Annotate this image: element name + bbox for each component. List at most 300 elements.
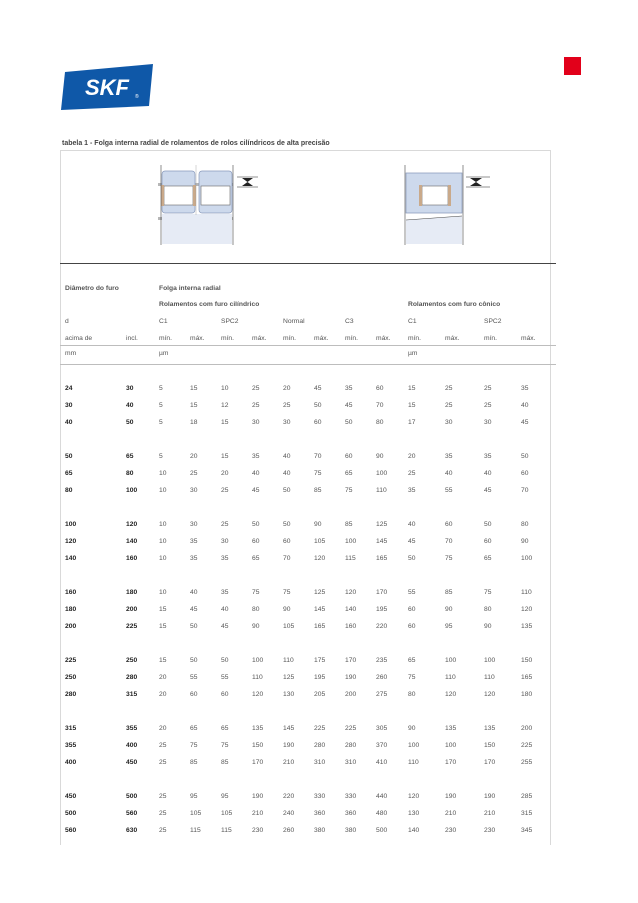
clearance-cell: 140	[345, 606, 357, 613]
clearance-cell: 40	[408, 521, 416, 528]
clearance-cell: 35	[190, 555, 198, 562]
clearance-cell: 25	[221, 487, 229, 494]
clearance-cell: 70	[314, 453, 322, 460]
clearance-cell: 145	[283, 725, 295, 732]
clearance-cell: 60	[314, 419, 322, 426]
clearance-cell: 235	[376, 657, 388, 664]
clearance-cell: 17	[408, 419, 416, 426]
clearance-cell: 60	[484, 538, 492, 545]
min-label: mín.	[345, 335, 359, 342]
clearance-cell: 65	[484, 555, 492, 562]
clearance-cell: 30	[445, 419, 453, 426]
clearance-cell: 345	[521, 827, 533, 834]
clearance-cell: 90	[252, 623, 260, 630]
clearance-cell: 45	[221, 623, 229, 630]
bore-incl-cell: 180	[126, 589, 138, 596]
clearance-cell: 305	[376, 725, 388, 732]
bore-incl-cell: 160	[126, 555, 138, 562]
clearance-cell: 75	[190, 742, 198, 749]
clearance-cell: 200	[521, 725, 533, 732]
clearance-cell: 275	[376, 691, 388, 698]
clearance-cell: 70	[445, 538, 453, 545]
clearance-cell: 210	[283, 759, 295, 766]
clearance-cell: 45	[252, 487, 260, 494]
clearance-cell: 30	[484, 419, 492, 426]
clearance-cell: 5	[159, 385, 163, 392]
clearance-cell: 150	[521, 657, 533, 664]
subheader-rule	[60, 345, 556, 346]
clearance-cell: 10	[159, 521, 167, 528]
clearance-cell: 15	[221, 419, 229, 426]
clearance-cell: 50	[283, 487, 291, 494]
class-spc2: SPC2	[221, 318, 239, 325]
max-label: máx.	[252, 335, 267, 342]
clearance-cell: 260	[283, 827, 295, 834]
clearance-cell: 30	[252, 419, 260, 426]
clearance-cell: 55	[445, 487, 453, 494]
clearance-cell: 10	[159, 487, 167, 494]
tapered-bore-bearing-diagram	[400, 165, 500, 245]
unit-um-tapered: µm	[408, 350, 418, 357]
clearance-cell: 120	[252, 691, 264, 698]
clearance-cell: 60	[283, 538, 291, 545]
clearance-cell: 20	[159, 674, 167, 681]
class-spc2-tapered: SPC2	[484, 318, 502, 325]
clearance-cell: 140	[408, 827, 420, 834]
clearance-cell: 45	[345, 402, 353, 409]
bore-incl-cell: 225	[126, 623, 138, 630]
clearance-cell: 40	[283, 453, 291, 460]
max-label: máx.	[445, 335, 460, 342]
clearance-cell: 65	[221, 725, 229, 732]
bore-incl-cell: 65	[126, 453, 134, 460]
bore-over-cell: 355	[65, 742, 77, 749]
clearance-cell: 35	[221, 555, 229, 562]
clearance-cell: 195	[314, 674, 326, 681]
table-caption: tabela 1 - Folga interna radial de rolamentos de rolos cilíndricos de alta precisão	[62, 140, 330, 147]
clearance-cell: 65	[190, 725, 198, 732]
clearance-cell: 100	[408, 742, 420, 749]
clearance-cell: 5	[159, 419, 163, 426]
clearance-cell: 35	[408, 487, 416, 494]
clearance-cell: 360	[345, 810, 357, 817]
clearance-cell: 105	[190, 810, 202, 817]
bore-over-cell: 80	[65, 487, 73, 494]
clearance-cell: 30	[190, 521, 198, 528]
bore-incl-cell: 120	[126, 521, 138, 528]
clearance-cell: 50	[283, 521, 291, 528]
clearance-cell: 25	[252, 402, 260, 409]
clearance-cell: 100	[376, 470, 388, 477]
clearance-cell: 60	[190, 691, 198, 698]
clearance-cell: 20	[221, 470, 229, 477]
clearance-cell: 440	[376, 793, 388, 800]
clearance-cell: 10	[159, 470, 167, 477]
min-label: mín.	[484, 335, 498, 342]
clearance-cell: 105	[221, 810, 233, 817]
min-label: mín.	[283, 335, 297, 342]
clearance-cell: 45	[314, 385, 322, 392]
clearance-cell: 40	[252, 470, 260, 477]
clearance-cell: 15	[190, 385, 198, 392]
clearance-cell: 60	[445, 521, 453, 528]
clearance-cell: 105	[314, 538, 326, 545]
clearance-cell: 90	[408, 725, 416, 732]
clearance-cell: 160	[345, 623, 357, 630]
bore-over-cell: 50	[65, 453, 73, 460]
clearance-cell: 50	[408, 555, 416, 562]
bore-over-cell: 315	[65, 725, 77, 732]
bore-incl-cell: 630	[126, 827, 138, 834]
class-c3: C3	[345, 318, 354, 325]
clearance-cell: 80	[521, 521, 529, 528]
units-rule	[60, 364, 556, 365]
clearance-cell: 90	[314, 521, 322, 528]
clearance-cell: 25	[445, 385, 453, 392]
clearance-cell: 12	[221, 402, 229, 409]
clearance-cell: 45	[190, 606, 198, 613]
clearance-cell: 60	[376, 385, 384, 392]
clearance-cell: 120	[445, 691, 457, 698]
clearance-cell: 115	[345, 555, 356, 562]
clearance-cell: 25	[484, 402, 492, 409]
clearance-cell: 75	[314, 470, 322, 477]
clearance-cell: 500	[376, 827, 388, 834]
clearance-cell: 330	[345, 793, 357, 800]
clearance-cell: 80	[408, 691, 416, 698]
clearance-cell: 15	[159, 657, 167, 664]
clearance-cell: 135	[521, 623, 533, 630]
clearance-cell: 80	[376, 419, 384, 426]
clearance-cell: 45	[408, 538, 416, 545]
clearance-cell: 25	[159, 793, 167, 800]
clearance-cell: 280	[314, 742, 326, 749]
clearance-cell: 90	[283, 606, 291, 613]
clearance-cell: 35	[484, 453, 492, 460]
clearance-cell: 220	[283, 793, 295, 800]
clearance-cell: 330	[314, 793, 326, 800]
class-normal: Normal	[283, 318, 305, 325]
clearance-cell: 85	[314, 487, 322, 494]
clearance-cell: 175	[314, 657, 326, 664]
clearance-cell: 10	[221, 385, 229, 392]
clearance-cell: 105	[283, 623, 295, 630]
clearance-cell: 20	[408, 453, 416, 460]
clearance-cell: 110	[445, 674, 456, 681]
clearance-cell: 260	[376, 674, 388, 681]
clearance-cell: 100	[484, 657, 496, 664]
clearance-cell: 65	[408, 657, 416, 664]
bore-over-cell: 280	[65, 691, 77, 698]
clearance-cell: 165	[521, 674, 533, 681]
bore-incl-cell: 100	[126, 487, 138, 494]
clearance-cell: 100	[445, 742, 457, 749]
clearance-cell: 5	[159, 402, 163, 409]
bore-over-cell: 24	[65, 385, 73, 392]
min-label: mín.	[221, 335, 235, 342]
clearance-cell: 25	[408, 470, 416, 477]
clearance-cell: 95	[221, 793, 229, 800]
clearance-cell: 25	[283, 402, 291, 409]
clearance-cell: 25	[252, 385, 260, 392]
clearance-cell: 15	[408, 402, 416, 409]
clearance-cell: 75	[484, 589, 492, 596]
clearance-cell: 360	[314, 810, 326, 817]
clearance-cell: 90	[521, 538, 529, 545]
clearance-cell: 40	[521, 402, 529, 409]
bore-over-cell: 100	[65, 521, 77, 528]
bore-incl-cell: 250	[126, 657, 138, 664]
clearance-cell: 50	[190, 657, 198, 664]
bore-over-cell: 250	[65, 674, 77, 681]
clearance-cell: 35	[345, 385, 353, 392]
clearance-cell: 190	[484, 793, 496, 800]
bore-over-cell: 40	[65, 419, 73, 426]
clearance-cell: 380	[314, 827, 326, 834]
clearance-cell: 75	[221, 742, 229, 749]
clearance-cell: 100	[445, 657, 457, 664]
clearance-cell: 5	[159, 453, 163, 460]
bore-incl-cell: 80	[126, 470, 134, 477]
bore-over-cell: 450	[65, 793, 77, 800]
clearance-cell: 50	[314, 402, 322, 409]
bore-incl-cell: 500	[126, 793, 138, 800]
clearance-cell: 115	[221, 827, 232, 834]
clearance-cell: 20	[283, 385, 291, 392]
clearance-cell: 210	[445, 810, 457, 817]
clearance-cell: 40	[484, 470, 492, 477]
clearance-cell: 135	[445, 725, 457, 732]
clearance-cell: 85	[190, 759, 198, 766]
clearance-cell: 200	[345, 691, 357, 698]
clearance-cell: 55	[221, 674, 229, 681]
clearance-cell: 75	[252, 589, 260, 596]
clearance-cell: 150	[252, 742, 264, 749]
bore-over-cell: 120	[65, 538, 77, 545]
clearance-cell: 110	[484, 674, 495, 681]
clearance-cell: 110	[376, 487, 387, 494]
clearance-cell: 240	[283, 810, 295, 817]
clearance-cell: 80	[252, 606, 260, 613]
clearance-cell: 100	[345, 538, 357, 545]
clearance-cell: 75	[345, 487, 353, 494]
clearance-cell: 50	[345, 419, 353, 426]
max-label: máx.	[521, 335, 536, 342]
clearance-cell: 380	[345, 827, 357, 834]
clearance-cell: 410	[376, 759, 388, 766]
clearance-cell: 70	[521, 487, 529, 494]
header-rule	[60, 263, 556, 264]
clearance-cell: 100	[521, 555, 533, 562]
clearance-cell: 165	[314, 623, 326, 630]
clearance-cell: 40	[221, 606, 229, 613]
clearance-cell: 190	[345, 674, 357, 681]
clearance-cell: 110	[283, 657, 294, 664]
max-label: máx.	[190, 335, 205, 342]
clearance-cell: 125	[376, 521, 388, 528]
sub-incl: incl.	[126, 335, 138, 342]
radial-clearance-header: Folga interna radial	[159, 285, 221, 292]
svg-text:®: ®	[135, 94, 139, 100]
clearance-cell: 90	[445, 606, 453, 613]
bore-over-cell: 500	[65, 810, 77, 817]
clearance-cell: 225	[521, 742, 533, 749]
clearance-cell: 50	[190, 623, 198, 630]
bore-over-cell: 30	[65, 402, 73, 409]
clearance-cell: 205	[314, 691, 326, 698]
clearance-cell: 170	[345, 657, 357, 664]
clearance-cell: 135	[252, 725, 264, 732]
clearance-cell: 125	[314, 589, 326, 596]
logo-text: SKF	[85, 75, 129, 100]
clearance-cell: 145	[314, 606, 326, 613]
bore-incl-cell: 315	[126, 691, 138, 698]
clearance-cell: 70	[376, 402, 384, 409]
clearance-cell: 25	[221, 521, 229, 528]
clearance-cell: 60	[408, 623, 416, 630]
clearance-cell: 120	[408, 793, 420, 800]
clearance-cell: 60	[521, 470, 529, 477]
clearance-cell: 190	[445, 793, 457, 800]
bore-over-cell: 160	[65, 589, 77, 596]
clearance-cell: 85	[445, 589, 453, 596]
unit-um: µm	[159, 350, 169, 357]
d-label: d	[65, 318, 69, 325]
clearance-cell: 60	[345, 453, 353, 460]
clearance-cell: 35	[445, 453, 453, 460]
clearance-cell: 110	[252, 674, 263, 681]
clearance-cell: 225	[345, 725, 357, 732]
clearance-cell: 40	[283, 470, 291, 477]
clearance-cell: 130	[408, 810, 420, 817]
clearance-cell: 25	[484, 385, 492, 392]
clearance-cell: 55	[408, 589, 416, 596]
bore-over-cell: 180	[65, 606, 77, 613]
max-label: máx.	[376, 335, 391, 342]
bore-incl-cell: 140	[126, 538, 138, 545]
clearance-cell: 280	[345, 742, 357, 749]
clearance-cell: 220	[376, 623, 388, 630]
clearance-cell: 50	[252, 521, 260, 528]
bore-over-cell: 400	[65, 759, 77, 766]
sub-over: acima de	[65, 335, 93, 342]
clearance-cell: 210	[252, 810, 264, 817]
clearance-cell: 10	[159, 538, 167, 545]
clearance-cell: 90	[484, 623, 492, 630]
clearance-cell: 310	[314, 759, 326, 766]
clearance-cell: 35	[221, 589, 229, 596]
clearance-cell: 170	[445, 759, 457, 766]
clearance-cell: 230	[445, 827, 457, 834]
clearance-cell: 110	[408, 759, 419, 766]
clearance-cell: 110	[521, 589, 532, 596]
clearance-cell: 480	[376, 810, 388, 817]
clearance-cell: 170	[252, 759, 264, 766]
clearance-cell: 20	[159, 725, 167, 732]
bore-incl-cell: 200	[126, 606, 138, 613]
clearance-cell: 145	[376, 538, 388, 545]
clearance-cell: 65	[345, 470, 353, 477]
clearance-cell: 120	[314, 555, 326, 562]
clearance-cell: 95	[445, 623, 453, 630]
clearance-cell: 230	[252, 827, 264, 834]
clearance-cell: 75	[408, 674, 416, 681]
clearance-cell: 40	[445, 470, 453, 477]
clearance-cell: 35	[252, 453, 260, 460]
clearance-cell: 55	[190, 674, 198, 681]
bore-over-cell: 560	[65, 827, 77, 834]
clearance-cell: 30	[221, 538, 229, 545]
clearance-cell: 25	[190, 470, 198, 477]
clearance-cell: 50	[484, 521, 492, 528]
clearance-cell: 18	[190, 419, 198, 426]
clearance-cell: 255	[521, 759, 533, 766]
tapered-bore-header: Rolamentos com furo cônico	[408, 301, 501, 308]
clearance-cell: 70	[283, 555, 291, 562]
clearance-cell: 15	[221, 453, 229, 460]
clearance-cell: 35	[190, 538, 198, 545]
clearance-cell: 285	[521, 793, 533, 800]
clearance-cell: 65	[252, 555, 260, 562]
clearance-cell: 230	[484, 827, 496, 834]
clearance-cell: 370	[376, 742, 388, 749]
bore-over-cell: 225	[65, 657, 77, 664]
bore-incl-cell: 280	[126, 674, 138, 681]
bore-incl-cell: 30	[126, 385, 134, 392]
bore-incl-cell: 40	[126, 402, 134, 409]
clearance-cell: 210	[484, 810, 496, 817]
clearance-cell: 310	[345, 759, 357, 766]
min-label: mín.	[159, 335, 173, 342]
bore-diameter-header: Diâmetro do furo	[65, 285, 119, 292]
min-label: mín.	[408, 335, 422, 342]
table-frame	[60, 150, 551, 845]
unit-mm: mm	[65, 350, 77, 357]
clearance-cell: 115	[190, 827, 201, 834]
clearance-cell: 50	[521, 453, 529, 460]
clearance-cell: 190	[252, 793, 264, 800]
clearance-cell: 60	[252, 538, 260, 545]
clearance-cell: 30	[190, 487, 198, 494]
clearance-cell: 120	[345, 589, 357, 596]
clearance-cell: 35	[521, 385, 529, 392]
clearance-cell: 20	[159, 691, 167, 698]
clearance-cell: 60	[408, 606, 416, 613]
clearance-cell: 10	[159, 589, 167, 596]
clearance-cell: 40	[190, 589, 198, 596]
clearance-cell: 85	[345, 521, 353, 528]
clearance-cell: 315	[521, 810, 533, 817]
clearance-cell: 80	[484, 606, 492, 613]
clearance-cell: 100	[252, 657, 264, 664]
clearance-cell: 170	[484, 759, 496, 766]
cylindrical-bore-bearing-diagram	[158, 165, 268, 245]
clearance-cell: 120	[521, 606, 533, 613]
clearance-cell: 125	[283, 674, 295, 681]
clearance-cell: 225	[314, 725, 326, 732]
clearance-cell: 25	[159, 759, 167, 766]
clearance-cell: 25	[445, 402, 453, 409]
clearance-cell: 45	[484, 487, 492, 494]
class-c1-tapered: C1	[408, 318, 417, 325]
max-label: máx.	[314, 335, 329, 342]
clearance-cell: 10	[159, 555, 167, 562]
clearance-cell: 150	[484, 742, 496, 749]
clearance-cell: 25	[159, 810, 167, 817]
cylindrical-bore-header: Rolamentos com furo cilíndrico	[159, 301, 260, 308]
clearance-cell: 15	[408, 385, 416, 392]
skf-logo	[57, 60, 157, 112]
